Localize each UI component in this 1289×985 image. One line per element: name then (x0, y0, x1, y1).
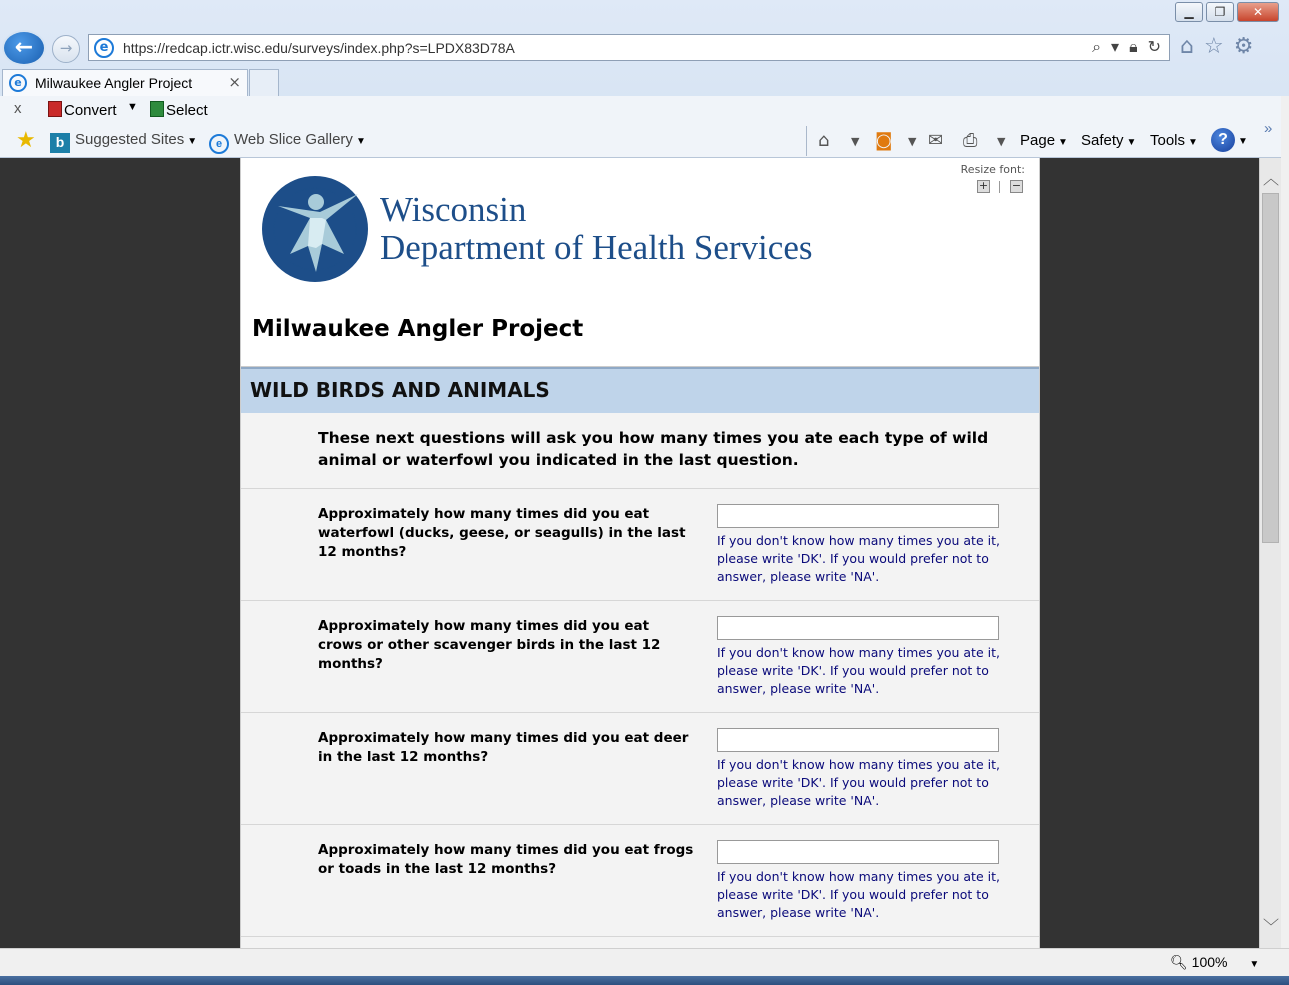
chevron-down-icon[interactable]: ▼ (851, 135, 860, 148)
scroll-up-arrow-icon[interactable]: ︿ (1262, 169, 1279, 188)
navigation-row (0, 30, 1289, 68)
convert-dropdown-icon[interactable]: ▼ (127, 101, 138, 113)
windows-taskbar (0, 976, 1289, 985)
question-row (241, 489, 1039, 601)
toolbar-overflow-icon[interactable]: » (1264, 120, 1273, 137)
ie-tab-icon: e (9, 74, 27, 92)
chevron-down-icon[interactable]: ▼ (908, 135, 917, 148)
deer-count-input[interactable] (717, 728, 999, 752)
search-icon[interactable]: ⌕ (1092, 37, 1102, 56)
survey-title: Milwaukee Angler Project (252, 316, 584, 342)
suggested-sites-link[interactable] (50, 131, 197, 153)
chevron-down-icon: ▼ (187, 136, 198, 147)
toolbar-divider (806, 126, 807, 156)
org-name-line1: Wisconsin (380, 190, 527, 229)
question-note: If you don't know how many times you ate it, please write 'DK'. If you would prefer not to answer, please write 'NA'. (717, 533, 1000, 584)
waterfowl-count-input[interactable] (717, 504, 999, 528)
help-menu[interactable] (1211, 128, 1248, 152)
chevron-down-icon: ▼ (1249, 959, 1260, 970)
bing-icon: b (50, 133, 70, 153)
restore-button[interactable]: ❐ (1206, 2, 1234, 22)
question-note: If you don't know how many times you ate it, please write 'DK'. If you would prefer not to answer, please write 'NA'. (717, 757, 1000, 808)
scavenger-birds-count-input[interactable] (717, 616, 999, 640)
question-row (241, 825, 1039, 937)
font-increase-button[interactable]: + (978, 179, 989, 192)
section-header: WILD BIRDS AND ANIMALS (241, 367, 1039, 413)
question-label: Approximately how many times did you eat frogs or toads in the last 12 months? (318, 842, 694, 877)
browser-actions (1180, 34, 1253, 59)
chevron-down-icon[interactable]: ▼ (997, 135, 1006, 148)
forward-button[interactable]: → (52, 35, 80, 63)
chevron-down-icon: ▼ (355, 136, 366, 147)
settings-gear-icon[interactable]: ⚙ (1233, 34, 1254, 59)
vertical-scrollbar[interactable] (1259, 158, 1281, 948)
tab-milwaukee-angler-project[interactable] (2, 69, 248, 96)
convert-button[interactable] (48, 101, 117, 119)
pdf-icon (48, 101, 62, 117)
window-edge (1281, 96, 1289, 948)
web-slice-gallery-label: Web Slice Gallery (234, 131, 353, 148)
close-window-button[interactable]: ✕ (1237, 2, 1279, 22)
home-icon[interactable]: ⌂ (818, 130, 830, 151)
print-icon[interactable]: ⎙ (963, 130, 978, 151)
question-row (241, 601, 1039, 713)
tab-row (0, 68, 1289, 96)
suggested-sites-label: Suggested Sites (75, 131, 185, 148)
select-label: Select (166, 102, 208, 119)
page-menu[interactable] (1020, 132, 1068, 149)
window-controls (1172, 2, 1279, 22)
chevron-down-icon: ▼ (1126, 137, 1137, 148)
scroll-down-arrow-icon[interactable]: ﹀ (1262, 917, 1279, 936)
select-icon (150, 101, 164, 117)
address-tools (1092, 37, 1161, 57)
close-toolbar-icon[interactable]: x (14, 100, 22, 117)
safety-menu[interactable] (1081, 132, 1136, 149)
zoom-control[interactable] (1170, 954, 1259, 971)
question-label: Approximately how many times did you eat crows or other scavenger birds in the last 12 months? (318, 618, 661, 672)
new-tab-button[interactable] (249, 69, 279, 96)
favorites-add-icon[interactable]: ★ (16, 128, 36, 153)
back-button[interactable]: ← (2, 30, 46, 66)
question-row (241, 713, 1039, 825)
lock-icon[interactable]: 🔒︎ (1129, 37, 1138, 56)
chevron-down-icon: ▼ (1238, 136, 1248, 147)
safety-menu-label: Safety (1081, 132, 1124, 149)
mail-icon[interactable]: ✉ (928, 130, 944, 151)
resize-font-label: Resize font: (960, 163, 1025, 176)
address-url[interactable]: https://redcap.ictr.wisc.edu/surveys/index.php?s=LPDX83D78A (123, 40, 515, 56)
tab-title: Milwaukee Angler Project (35, 75, 193, 91)
tools-menu[interactable] (1150, 132, 1198, 149)
favorites-star-icon[interactable]: ☆ (1203, 34, 1224, 59)
page-menu-label: Page (1020, 132, 1056, 149)
survey-header (241, 158, 1039, 367)
scroll-thumb[interactable] (1262, 193, 1279, 543)
question-note: If you don't know how many times you ate it, please write 'DK'. If you would prefer not to answer, please write 'NA'. (717, 645, 1000, 696)
dropdown-icon[interactable]: ▾ (1111, 37, 1120, 56)
address-bar[interactable] (88, 34, 1170, 61)
frogs-toads-count-input[interactable] (717, 840, 999, 864)
web-slice-gallery-link[interactable] (209, 131, 366, 154)
home-icon[interactable]: ⌂ (1180, 34, 1194, 59)
zoom-icon: 🔍︎ (1170, 954, 1188, 970)
chevron-down-icon: ▼ (1058, 137, 1068, 148)
browser-chrome (0, 0, 1289, 158)
org-name-line2: Department of Health Services (380, 228, 813, 267)
resize-divider (999, 181, 1000, 193)
dhs-logo (260, 174, 370, 284)
zoom-level: 100% (1191, 954, 1228, 970)
font-decrease-button[interactable]: − (1011, 179, 1022, 192)
rss-feed-icon[interactable]: ◙ (875, 130, 893, 151)
tools-menu-label: Tools (1150, 132, 1186, 149)
help-icon: ? (1211, 128, 1235, 152)
favorites-toolbar (0, 120, 1289, 158)
question-note: If you don't know how many times you ate it, please write 'DK'. If you would prefer not to answer, please write 'NA'. (717, 869, 1000, 920)
chevron-down-icon: ▼ (1188, 137, 1198, 148)
pdf-toolbar (0, 96, 1289, 124)
status-bar (0, 948, 1289, 976)
section-intro: These next questions will ask you how many times you ate each type of wild animal or waterfowl you indicated in the last question. (241, 413, 1039, 489)
refresh-icon[interactable]: ↻ (1147, 37, 1161, 56)
ie-icon: e (209, 134, 229, 154)
convert-label: Convert (64, 102, 117, 119)
question-label: Approximately how many times did you eat deer in the last 12 months? (318, 730, 689, 765)
ie-page-icon: e (94, 38, 114, 58)
select-button[interactable] (150, 101, 208, 119)
tab-close-icon[interactable]: × (228, 73, 241, 91)
page-viewport (0, 158, 1259, 948)
question-label: Approximately how many times did you eat waterfowl (ducks, geese, or seagulls) in the last 12 months? (318, 506, 686, 560)
minimize-button[interactable]: ▁ (1175, 2, 1203, 22)
survey-page (240, 158, 1040, 948)
